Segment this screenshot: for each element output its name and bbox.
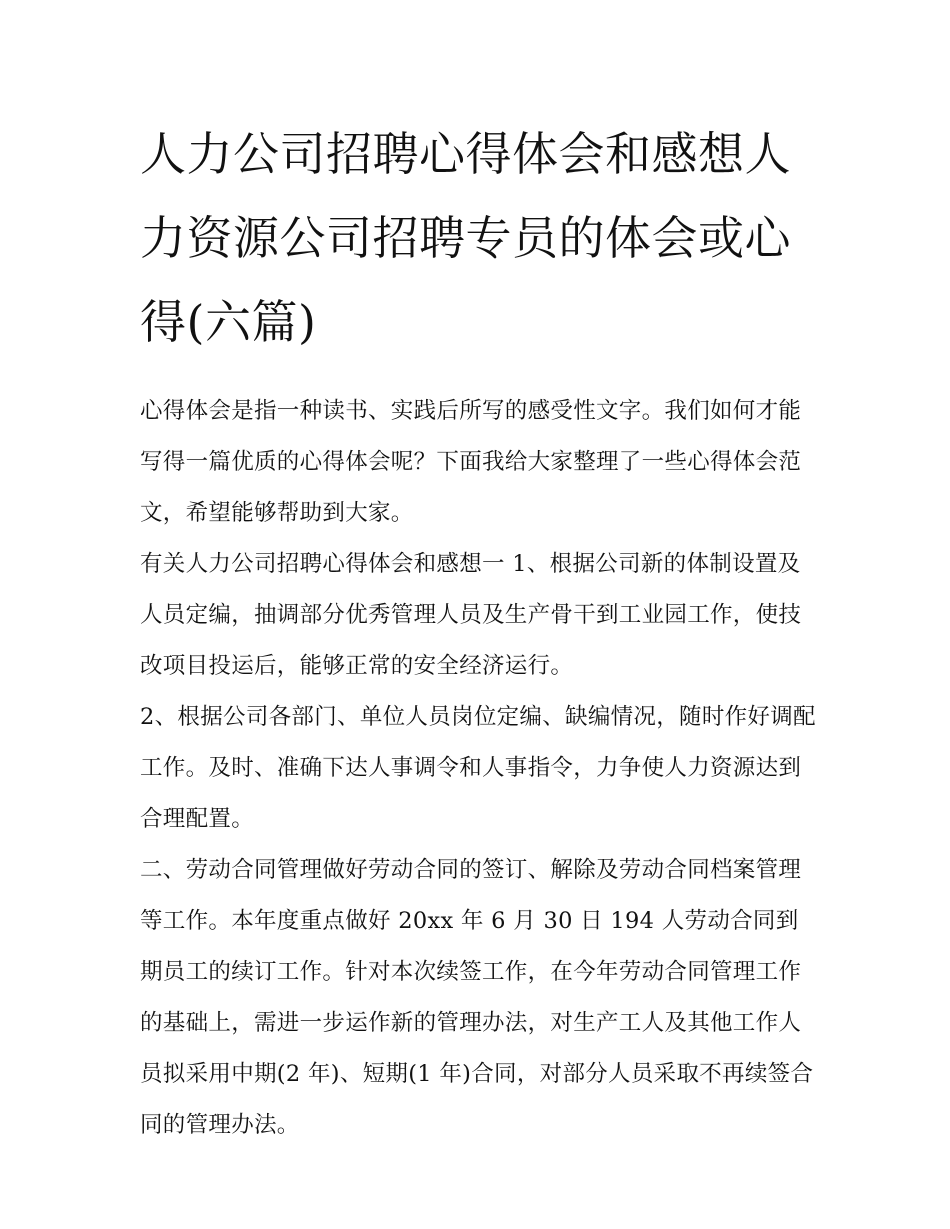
paragraph-intro: 心得体会是指一种读书、实践后所写的感受性文字。我们如何才能写得一篇优质的心得体会呢？下面我给大家整理了一些心得体会范文，希望能够帮助到大家。 [140, 398, 802, 526]
document-title: 人力公司招聘心得体会和感想人力资源公司招聘专员的体会或心得(六篇) [140, 127, 791, 349]
document-page [140, 112, 820, 1151]
paragraph-section-one: 有关人力公司招聘心得体会和感想一 1、根据公司新的体制设置及人员定编，抽调部分优秀管理人员及生产骨干到工业园工作，使技改项目投运后，能够正常的安全经济运行。 [140, 551, 802, 679]
paragraph-labor-contract: 二、劳动合同管理做好劳动合同的签订、解除及劳动合同档案管理等工作。本年度重点做好 20xx 年 6 月 30 日 194 人劳动合同到期员工的续订工作。针对本次续签工作，在今年劳动合同管理工作的基础上，需进一步运作新的管理办法，对生产工人及其他工作人员拟采用中期(2 年)、短期(1 年)合同，对部分人员采取不再续签合同的管理办法。 [140, 857, 814, 1138]
paragraph-item-two: 2、根据公司各部门、单位人员岗位定编、缺编情况，随时作好调配工作。及时、准确下达人事调令和人事指令，力争使人力资源达到合理配置。 [140, 704, 816, 832]
